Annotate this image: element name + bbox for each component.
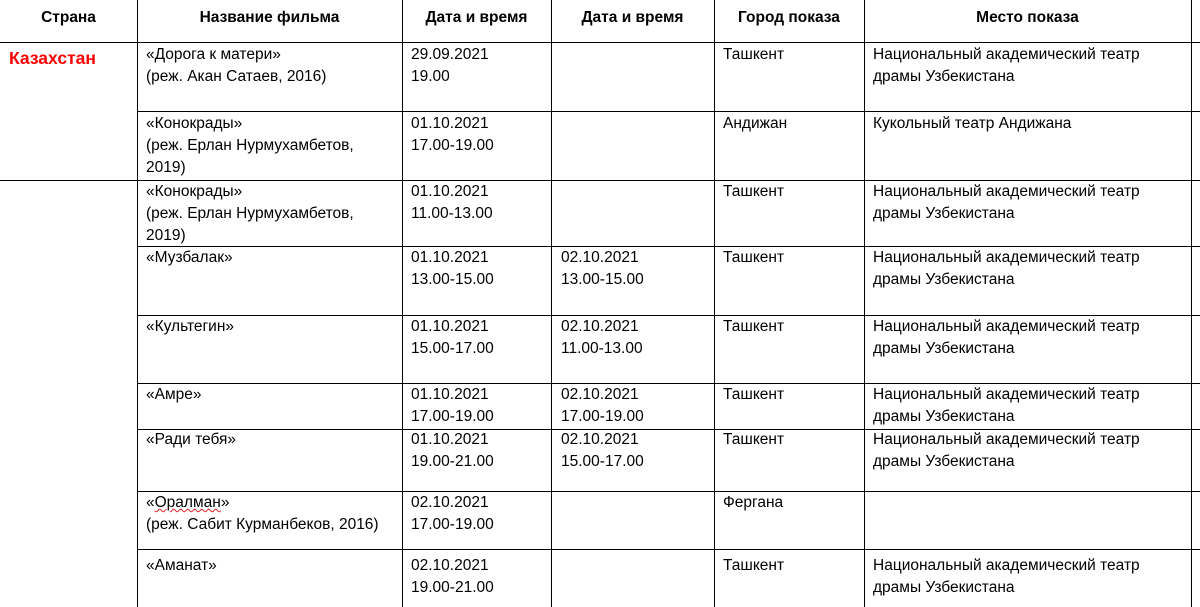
film-cell [146, 555, 217, 577]
time: 15.00-17.00 [411, 340, 494, 357]
film-title: «Конокрады» [146, 115, 243, 132]
time: 17.00-19.00 [411, 516, 494, 533]
date: 01.10.2021 [411, 115, 489, 132]
column-divider [137, 0, 138, 607]
venue-line: Национальный академический театр [873, 557, 1140, 574]
time: 15.00-17.00 [561, 453, 644, 470]
venue-cell [873, 247, 1140, 291]
venue-cell [873, 316, 1140, 360]
time: 19.00-21.00 [411, 579, 494, 596]
city-cell: Ташкент [723, 318, 785, 335]
header-film: Название фильма [199, 9, 340, 26]
venue-cell [873, 555, 1140, 599]
venue-cell: Кукольный театр Андижана [873, 115, 1072, 132]
film-cell [146, 316, 234, 338]
date: 01.10.2021 [411, 318, 489, 335]
film-title: «Ради тебя» [146, 431, 236, 448]
time: 19.00 [411, 68, 450, 85]
country-label: Казахстан [9, 48, 96, 68]
date: 02.10.2021 [411, 494, 489, 511]
date2-cell [561, 429, 644, 473]
date2-cell [561, 384, 644, 428]
quote-close: » [220, 494, 230, 511]
venue-line: Национальный академический театр [873, 46, 1140, 63]
city-cell: Ташкент [723, 249, 785, 266]
date1-cell [411, 247, 494, 291]
date1-cell [411, 492, 494, 536]
venue-line: драмы Узбекистана [873, 579, 1015, 596]
date: 02.10.2021 [561, 318, 639, 335]
time: 11.00-13.00 [561, 340, 643, 357]
date1-cell [411, 384, 494, 428]
film-cell [146, 113, 354, 179]
film-title: «Аманат» [146, 557, 217, 574]
film-cell [146, 429, 236, 451]
city-cell: Андижан [723, 115, 788, 132]
header-date2: Дата и время [581, 9, 684, 26]
column-divider [864, 0, 865, 607]
date1-cell [411, 316, 494, 360]
venue-cell [873, 429, 1140, 473]
venue-line: драмы Узбекистана [873, 340, 1015, 357]
time: 13.00-15.00 [561, 271, 644, 288]
header-venue: Место показа [976, 9, 1079, 26]
date1-cell [411, 113, 494, 157]
city-cell: Фергана [723, 494, 784, 511]
venue-cell [873, 384, 1140, 428]
header-city: Город показа [738, 9, 840, 26]
venue-cell [873, 181, 1140, 225]
column-divider [714, 0, 715, 607]
date: 01.10.2021 [411, 386, 489, 403]
film-title-word: Оралман [154, 494, 221, 511]
date1-cell [411, 181, 493, 225]
date: 02.10.2021 [411, 557, 489, 574]
date: 02.10.2021 [561, 386, 639, 403]
film-director: (реж. Ерлан Нурмухамбетов, [146, 205, 354, 222]
date1-cell [411, 555, 494, 599]
date: 02.10.2021 [561, 249, 639, 266]
film-director: (реж. Акан Сатаев, 2016) [146, 68, 327, 85]
film-title: «Дорога к матери» [146, 46, 281, 63]
time: 11.00-13.00 [411, 205, 493, 222]
venue-line: Национальный академический театр [873, 249, 1140, 266]
date1-cell [411, 429, 494, 473]
date: 01.10.2021 [411, 183, 489, 200]
header-country: Страна [41, 9, 96, 26]
row-divider [137, 549, 1200, 550]
time: 13.00-15.00 [411, 271, 494, 288]
city-cell: Ташкент [723, 431, 785, 448]
venue-line: драмы Узбекистана [873, 205, 1015, 222]
film-director: 2019) [146, 159, 186, 176]
time: 17.00-19.00 [411, 408, 494, 425]
date2-cell [561, 316, 643, 360]
column-divider [551, 0, 552, 607]
column-divider [402, 0, 403, 607]
film-title [146, 492, 379, 514]
venue-line: Национальный академический театр [873, 431, 1140, 448]
date2-cell [561, 247, 644, 291]
film-cell [146, 181, 354, 247]
city-cell: Ташкент [723, 46, 785, 63]
film-cell [146, 247, 233, 269]
venue-line: драмы Узбекистана [873, 271, 1015, 288]
film-title: «Амре» [146, 386, 202, 403]
venue-cell [873, 44, 1140, 88]
venue-line: драмы Узбекистана [873, 68, 1015, 85]
venue-line: Национальный академический театр [873, 318, 1140, 335]
date1-cell [411, 44, 489, 88]
time: 17.00-19.00 [411, 137, 494, 154]
film-director: (реж. Ерлан Нурмухамбетов, [146, 137, 354, 154]
date: 01.10.2021 [411, 249, 489, 266]
venue-line: драмы Узбекистана [873, 408, 1015, 425]
date: 01.10.2021 [411, 431, 489, 448]
film-director: (реж. Сабит Курманбеков, 2016) [146, 516, 379, 533]
film-cell [146, 384, 201, 406]
column-divider [1191, 0, 1192, 607]
time: 19.00-21.00 [411, 453, 494, 470]
film-title: «Музбалак» [146, 249, 233, 266]
film-title: «Конокрады» [146, 183, 243, 200]
film-director: 2019) [146, 227, 186, 244]
header-date1: Дата и время [425, 9, 528, 26]
date: 29.09.2021 [411, 46, 489, 63]
city-cell: Ташкент [723, 557, 785, 574]
city-cell: Ташкент [723, 183, 785, 200]
quote-open: « [146, 494, 155, 511]
row-divider [0, 42, 1200, 43]
film-cell [146, 44, 326, 88]
venue-line: Национальный академический театр [873, 183, 1140, 200]
row-divider [137, 111, 1200, 112]
venue-line: Национальный академический театр [873, 386, 1140, 403]
film-cell [146, 492, 379, 536]
film-title: «Культегин» [146, 318, 235, 335]
venue-line: драмы Узбекистана [873, 453, 1015, 470]
date: 02.10.2021 [561, 431, 639, 448]
city-cell: Ташкент [723, 386, 785, 403]
time: 17.00-19.00 [561, 408, 644, 425]
